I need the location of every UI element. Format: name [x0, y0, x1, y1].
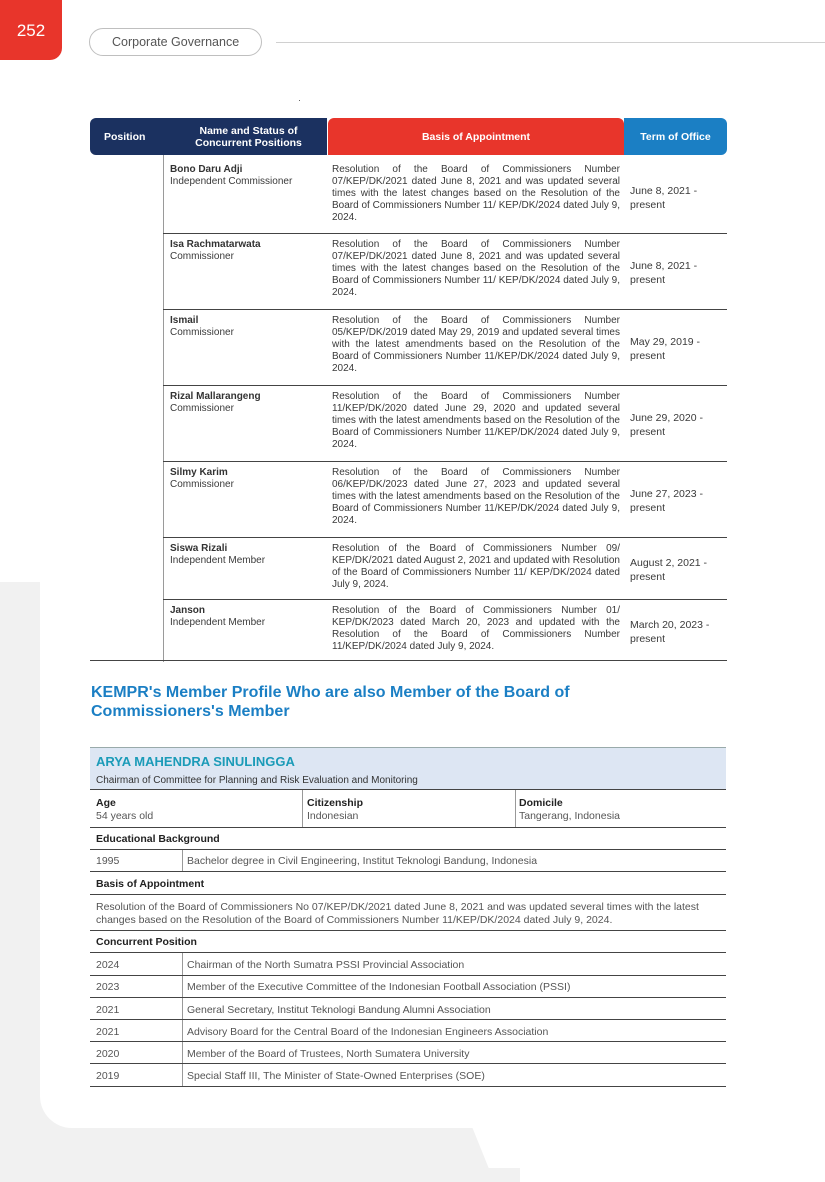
concurrent-desc: Advisory Board for the Central Board of the Indonesian Engineers Association	[187, 1026, 549, 1038]
decorative-dot	[299, 100, 300, 101]
row-divider	[90, 827, 726, 828]
row-divider	[90, 849, 726, 850]
member-name: Isa Rachmatarwata	[170, 239, 261, 250]
row-divider	[90, 1041, 726, 1042]
member-term: June 8, 2021 - present	[630, 260, 698, 286]
education-year: 1995	[96, 855, 120, 867]
member-basis: Resolution of the Board of Commissioners Number 07/KEP/DK/2021 dated June 8, 2021 and was updated several times with the latest changes based on the Resolution of the Board of Commissioners Number 11/ KEP/DK/2024 dated July 9, 2024.	[332, 164, 620, 223]
member-basis: Resolution of the Board of Commissioners Number 09/ KEP/DK/2021 dated August 2, 2021 and updated with Resolution of the Board of Commissioners Number 11/ KEP/DK/2024 dated July 9, 2024.	[332, 543, 620, 590]
table-row	[163, 539, 727, 600]
header-rule	[276, 42, 825, 43]
basis-text: Resolution of the Board of Commissioners No 07/KEP/DK/2021 dated June 8, 2021 and was updated several times with the latest changes based on the Resolution of the Board of Commissioners Number 11/KEP/DK/2024 dated July 9, 2024.	[96, 901, 699, 926]
table-row	[163, 463, 727, 538]
table-row	[163, 311, 727, 386]
table-row	[163, 160, 727, 234]
concurrent-desc: Member of the Executive Committee of the Indonesian Football Association (PSSI)	[187, 981, 571, 993]
cell-divider	[182, 850, 183, 871]
row-divider	[90, 789, 726, 790]
member-name: Ismail	[170, 315, 199, 326]
member-basis: Resolution of the Board of Commissioners Number 06/KEP/DK/2023 dated June 27, 2023 and updated several times with the latest amendments based on the Resolution of the Board of Commissioners Number 11/KEP/DK/2024 dated July 9, 2024.	[332, 467, 620, 526]
section-title: KEMPR's Member Profile Who are also Member of the Board of Commissioners's Member	[91, 684, 570, 720]
education-label: Educational Background	[96, 833, 220, 845]
row-divider	[90, 871, 726, 872]
table-row	[163, 387, 727, 462]
member-basis: Resolution of the Board of Commissioners Number 01/ KEP/DK/2023 dated March 20, 2023 and updated with the Resolution of the Board of Commissioners Number 11/KEP/DK/2024 dated July 9, 2024.	[332, 605, 620, 652]
member-name: Janson	[170, 605, 206, 616]
domicile-label: Domicile	[519, 797, 563, 809]
table-row	[163, 601, 727, 661]
section-tab: Corporate Governance	[89, 28, 262, 56]
member-name: Silmy Karim	[170, 467, 228, 478]
citizenship-value: Indonesian	[307, 810, 359, 822]
concurrent-desc: Chairman of the North Sumatra PSSI Provincial Association	[187, 959, 465, 971]
concurrent-desc: Special Staff III, The Minister of State-Owned Enterprises (SOE)	[187, 1070, 485, 1082]
member-status: Commissioner	[170, 479, 234, 490]
member-name: Rizal Mallarangeng	[170, 391, 261, 402]
table-row	[163, 235, 727, 310]
member-term: June 29, 2020 - present	[630, 412, 703, 438]
concurrent-year: 2021	[96, 1004, 120, 1016]
member-name: Siswa Rizali	[170, 543, 228, 554]
concurrent-desc: Member of the Board of Trustees, North Sumatera University	[187, 1048, 470, 1060]
member-status: Independent Member	[170, 617, 266, 628]
header-term: Term of Office	[624, 118, 727, 155]
concurrent-year: 2023	[96, 981, 120, 993]
row-divider	[90, 1019, 726, 1020]
row-divider	[90, 1086, 726, 1087]
member-term: May 29, 2019 - present	[630, 336, 701, 362]
citizenship-label: Citizenship	[307, 797, 364, 809]
cell-divider	[515, 790, 516, 827]
row-divider	[90, 930, 726, 931]
concurrent-year: 2020	[96, 1048, 120, 1060]
member-status: Commissioner	[170, 251, 234, 262]
row-divider	[90, 997, 726, 998]
header-basis: Basis of Appointment	[328, 118, 624, 155]
concurrent-label: Concurrent Position	[96, 936, 197, 948]
profile-header	[90, 747, 726, 789]
member-term: June 8, 2021 - present	[630, 185, 698, 211]
member-basis: Resolution of the Board of Commissioners Number 07/KEP/DK/2021 dated June 8, 2021 and was updated several times with the latest changes based on the Resolution of the Board of Commissioners Number 11/ KEP/DK/2024 dated July 9, 2024.	[332, 239, 620, 298]
concurrent-year: 2019	[96, 1070, 120, 1082]
member-term: August 2, 2021 - present	[630, 557, 708, 583]
member-term: March 20, 2023 - present	[630, 619, 710, 645]
profile-role: Chairman of Committee for Planning and Risk Evaluation and Monitoring	[96, 775, 418, 786]
header-position: Position	[90, 118, 327, 155]
concurrent-desc: General Secretary, Institut Teknologi Bandung Alumni Association	[187, 1004, 491, 1016]
row-divider	[90, 975, 726, 976]
member-term: June 27, 2023 - present	[630, 488, 703, 514]
table-bottom-rule	[90, 660, 164, 661]
member-name: Bono Daru Adji	[170, 164, 243, 175]
profile-name: ARYA MAHENDRA SINULINGGA	[96, 754, 295, 769]
row-divider	[90, 952, 726, 953]
page-number: 252	[0, 0, 62, 60]
cell-divider	[302, 790, 303, 827]
age-value: 54 years old	[96, 810, 154, 822]
row-divider	[90, 894, 726, 895]
member-basis: Resolution of the Board of Commissioners Number 05/KEP/DK/2019 dated May 29, 2019 and updated several times with the latest amendments based on the Resolution of the Board of Commissioners Number 11/KEP/DK/2024 dated July 9, 2024.	[332, 315, 620, 374]
header-name-status: Name and Status of Concurrent Positions	[195, 124, 302, 149]
concurrent-year: 2021	[96, 1026, 120, 1038]
age-label: Age	[96, 797, 116, 809]
member-status: Commissioner	[170, 327, 234, 338]
member-status: Independent Member	[170, 555, 266, 566]
member-status: Commissioner	[170, 403, 234, 414]
education-desc: Bachelor degree in Civil Engineering, Institut Teknologi Bandung, Indonesia	[187, 855, 538, 867]
basis-label: Basis of Appointment	[96, 878, 205, 890]
row-divider	[90, 1063, 726, 1064]
member-status: Independent Commissioner	[170, 176, 293, 187]
member-basis: Resolution of the Board of Commissioners Number 11/KEP/DK/2020 dated June 29, 2020 and updated several times with the latest amendments based on the Resolution of the Board of Commissioners Number 11/KEP/DK/2024 dated July 9, 2024.	[332, 391, 620, 450]
concurrent-year: 2024	[96, 959, 120, 971]
domicile-value: Tangerang, Indonesia	[519, 810, 620, 822]
